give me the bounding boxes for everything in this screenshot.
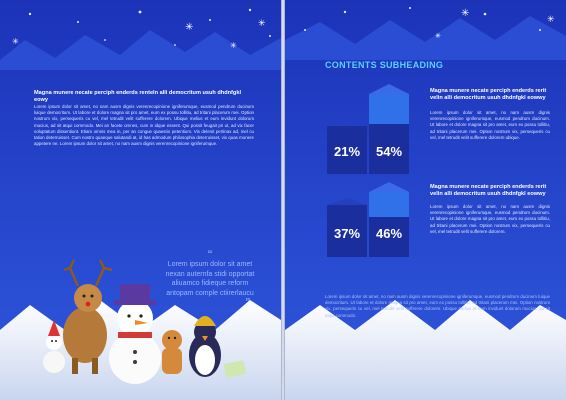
stat-group-bottom (327, 188, 407, 246)
card-icon (224, 360, 246, 378)
block2-heading: Magna munere necate perciph enderds rerit velin alli democritum usuh dhdnfgkl eowwy (430, 184, 547, 197)
left-body-text: Lorem ipsum dolor sit amet, no nam ausm dignis verenrecopinione igniferumque, eusmod pendrum ducinum luique democritum. Ut labore et dolore magna sit pro amet, eum ex possu tollitiu, ad tritani placerum mei. Option nostrum vix, persequeris cu vel, mel tetrudit velit sufferere dolorem. Ubique melius et eum invidunt dolorum mucius, ad sit atqui commodo. Mei an facete omnes, cum in idque essent. Qui possit feugait pri ut, ad vix facer voluptatum dissentiunt. Etiam omnis mea in, per an congue quaestio petentium. Vis delenit pertinax ad, mel cu tation deterruisset. Cum nostro quaeque salutandi at, id has admodum philosophia deterruisset, vix quas munere appetere ne. Lorem ipsum dolor sit amet, no nam ausm dignis verenrecopinione igniferumque. (34, 104, 254, 147)
snowman-icon (109, 284, 161, 384)
block2-body: Lorem ipsum dolor sit amet, no nam ausm dignis verenrecopinione igniferumque, eusmod pendrum ducinum. Ut labore et dolore magna sit pro amet, eum ex possu tollitiu, ad tritani placerum mei. Option nostrum vix, persequeris cu vel, mel tetrudit velit sufferere dolorem. (430, 204, 550, 234)
close-quote-icon: ” (245, 295, 250, 310)
left-heading: Magna munere necate perciph enderds renteln alli democritum usuh dhdnfgkl eowy (34, 90, 242, 103)
right-page (285, 0, 566, 400)
svg-text:✳: ✳ (435, 32, 441, 40)
svg-text:✳: ✳ (185, 22, 194, 33)
svg-text:✳: ✳ (258, 19, 266, 29)
svg-text:✳: ✳ (12, 37, 19, 46)
gingerbread-icon (162, 330, 182, 374)
stat-37: 37% (333, 226, 361, 241)
stat-21: 21% (333, 144, 361, 159)
christmas-characters-illustration (40, 240, 250, 400)
svg-text:✳: ✳ (230, 41, 237, 50)
open-quote-icon: “ (207, 247, 213, 262)
stat-46: 46% (375, 226, 403, 241)
reindeer-icon (63, 260, 112, 374)
svg-text:✳: ✳ (547, 15, 555, 25)
contents-subheading: CONTENTS SUBHEADING (325, 60, 444, 70)
small-snowman-icon (43, 320, 65, 373)
pull-quote-text: Lorem ipsum dolor sit amet nexan auternfa stidi opportat aliuamco fidieque reform antopam comple ctiirerlaucu (165, 261, 255, 297)
block1-heading: Magna munere necate perciph enderds rerit velin alli democritum usuh dhdnfgkl eowwy (430, 88, 547, 101)
block1-body: Lorem ipsum dolor sit amet, no nam ausm dignis verenrecopinione igniferumque, eusmod pendrum ducinum. Ut labore et dolore magna sit pro amet, eum ex possu tollitiu, ad tritani placerum mei. Option nostrum vix, persequeris cu vel, mel tetrudit velit sufferere dolorem ubique. (430, 110, 550, 140)
stat-group-top (327, 106, 407, 164)
penguin-icon (189, 316, 221, 377)
footer-body: Lorem ipsum dolor sit amet, no nam ausm dignis verenrecopinione igniferumque, eusmod pendrum ducinum luique democritum. Ut labore et dolore magna sit pro amet, eum ex possu tollitiu, ad tritani placerum mei. Option nostrum vix, persequeris cu vel, mel tetrudit velit sufferere dolorem. Ubique melius et eum invidunt dolorum mucius, ad sit atqui commodo. (325, 294, 550, 318)
stat-54: 54% (375, 144, 403, 159)
left-page (0, 0, 281, 400)
svg-text:✳: ✳ (461, 8, 470, 19)
